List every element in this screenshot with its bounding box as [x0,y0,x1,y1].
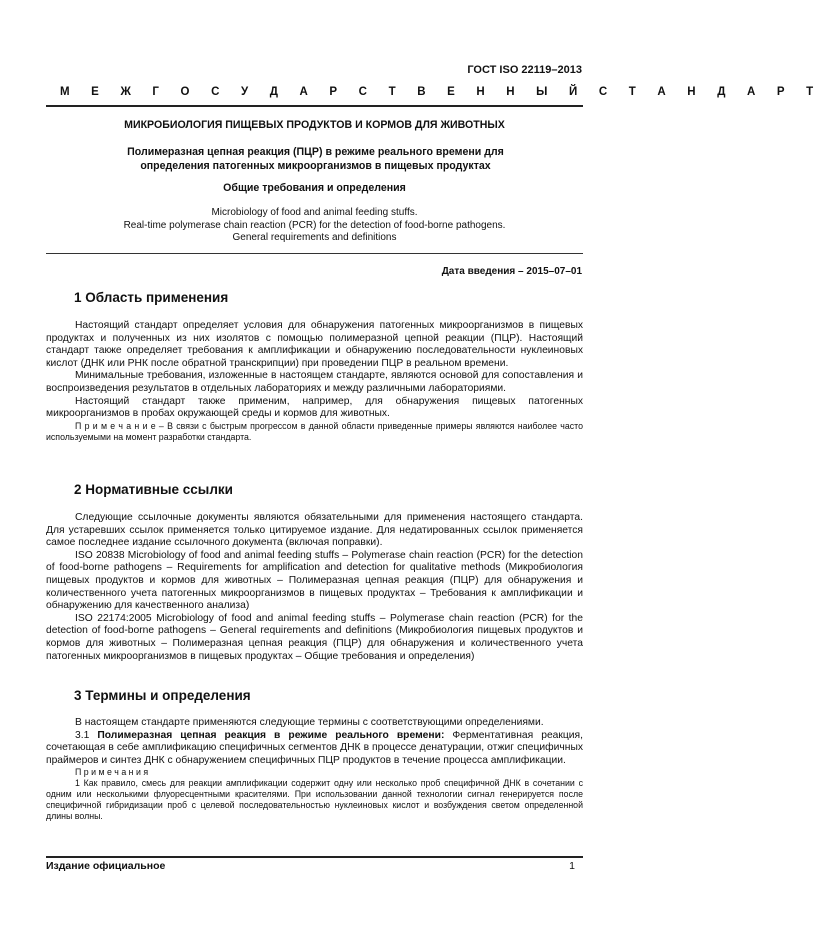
section-2-reference-iso-22174: ISO 22174:2005 Microbiology of food and animal feeding stuffs – Polymerase chain reaction (PCR) for the detection of food-borne pathogens – General requirements and definitions (Микробиология пищевых продуктов и кормов для животных – Полимеразная цепная реакция (ПЦР) для обнаружения и количественного учета патогенных микроорганизмов в пищевых продуктах – Общие требования и определения) [46,612,583,662]
subtitle-line-2: определения патогенных микроорганизмов в пищевых продуктах [140,160,491,172]
section-2 [46,482,583,663]
section-2-paragraph-1: Следующие ссылочные документы являются обязательными для применения настоящего стандарта. Для устаревших ссылок применяется только цитируемое издание. Для недатированных ссылок применяется самое последнее издание ссылочного документа (включая поправки). [46,512,583,549]
section-3 [46,688,583,822]
english-title-line-1: Microbiology of food and animal feeding stuffs. [211,207,418,218]
section-1-paragraph-3: Настоящий стандарт также применим, например, для обнаружения пищевых патогенных микроорганизмов в пробах окружающей среды и кормов для животных. [46,395,583,420]
english-title-line-3: General requirements and definitions [232,232,397,243]
subtitle-line-1: Полимеразная цепная реакция (ПЦР) в режиме реального времени для [127,146,504,158]
term-definition: Ферментативная реакция, сочетающая в себе амплификацию специфичных сегментов ДНК в процессе денатурации, отжиг специфичных праймеров и синтез ДНК с обнаружением специфичных ПЦР продуктов в течение процесса амплификации. [46,729,583,766]
term-name: Полимеразная цепная реакция в режиме реального времени: [97,729,445,741]
term-3-1 [46,730,583,768]
title-rule [46,253,583,254]
section-1-paragraph-1: Настоящий стандарт определяет условия для обнаружения патогенных микроорганизмов в пищевых продуктах и полученных из них изолятов с помощью полимеразной цепной реакции (ПЦР). Настоящий стандарт также определяет требования к амплификации и обнаружению последовательности нуклеиновых кислот (ДНК или РНК после обратной транскрипции) при проведении ПЦР в реальном времени. [46,320,583,369]
standard-id: ГОСТ ISO 22119–2013 [467,64,582,76]
subtitle-line-3: Общие требования и определения [223,182,406,194]
document-subtitle [100,145,531,173]
section-1-heading: 1 Область применения [74,290,229,305]
official-edition-label: Издание официальное [46,860,166,872]
notes-label: П р и м е ч а н и я [75,767,149,778]
section-2-reference-iso-20838: ISO 20838 Microbiology of food and animal feeding stuffs – Polymerase chain reaction (PCR) for the detection of food-borne pathogens – Requirements for amplification and detection for qualitative methods (Микробиология пищевых продуктов и кормов для животных – Полимеразная цепная реакция (ПЦР) для обнаружения и количественного учета патогенных микроорганизмов в пищевых продуктах – Требования к амплификации и обнаружению для качественного анализа) [46,549,583,612]
interstate-standard-banner: М Е Ж Г О С У Д А Р С Т В Е Н Н Ы Й С Т А Н Д А Р Т [60,86,822,98]
english-title-line-2: Real-time polymerase chain reaction (PCR) for the detection of food-borne pathogens. [123,219,506,231]
page-number: 1 [569,860,575,872]
section-1 [46,290,583,443]
section-3-heading: 3 Термины и определения [74,688,251,703]
section-3-paragraph-1: В настоящем стандарте применяются следующие термины с соответствующими определениями. [75,717,544,728]
term-number: 3.1 [75,729,98,741]
introduction-date: Дата введения – 2015–07–01 [441,266,582,277]
header-rule [46,105,583,107]
note-1: 1 Как правило, смесь для реакции амплификации содержит одну или несколько проб специфичной ДНК в сочетании с одним или несколькими флуоресцентными красителями. При использовании данной технологии сигнал генерируется после специфичной гибридизации проб с целевой последовательностью нуклеиновых кислот и возбуждения светом определенной длины волны. [46,778,583,822]
english-title [46,207,583,245]
section-1-paragraph-2: Минимальные требования, изложенные в настоящем стандарте, являются основой для сопоставления и воспроизведения результатов в отдельных лабораториях и между различными лабораториями. [46,370,583,394]
section-1-note [46,421,583,443]
footer-rule [46,856,583,858]
note-text: В связи с быстрым прогрессом в данной области приведенные примеры являются наиболее часто используемыми на момент разработки стандарта. [46,420,583,442]
section-2-heading: 2 Нормативные ссылки [74,482,233,497]
note-label: П р и м е ч а н и е – [75,420,164,431]
document-title: МИКРОБИОЛОГИЯ ПИЩЕВЫХ ПРОДУКТОВ И КОРМОВ ДЛЯ ЖИВОТНЫХ [124,119,505,131]
